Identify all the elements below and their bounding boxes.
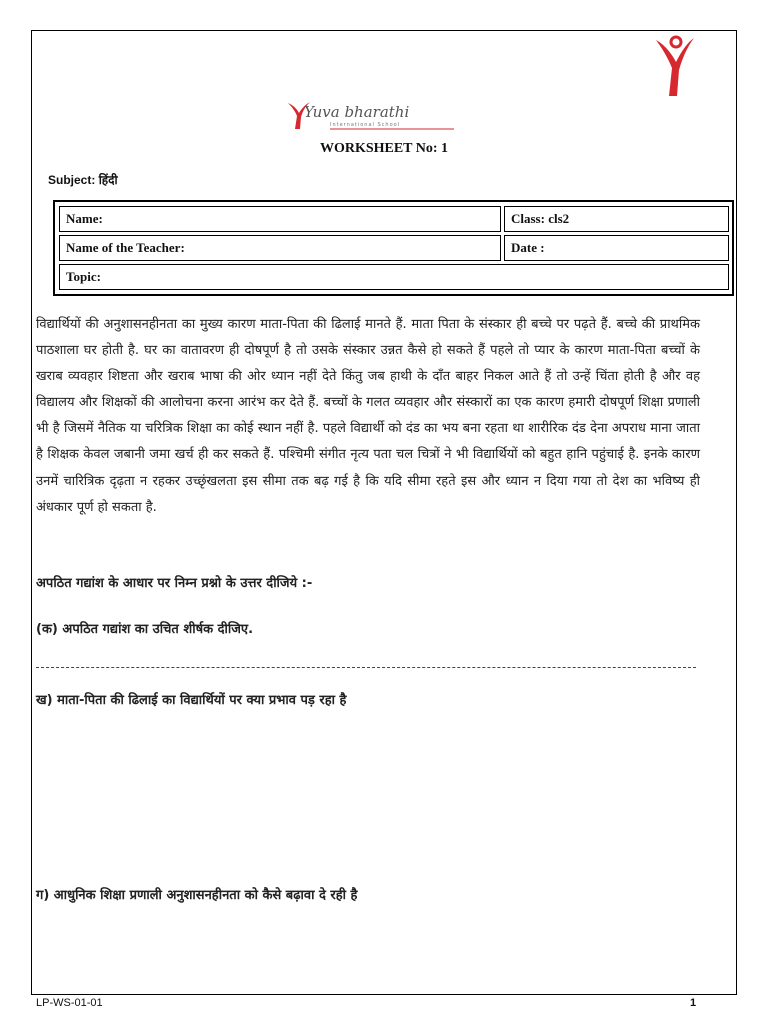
answer-line: [36, 667, 696, 668]
yuva-bharathi-logo: [286, 99, 458, 133]
subject-label: Subject:: [48, 173, 96, 187]
logo-text: Yuva bharathi: [304, 103, 410, 121]
question-3: ग) आधुनिक शिक्षा प्रणाली अनुशासनहीनता को कैसे बढ़ावा दे रही है: [36, 888, 358, 903]
page-number: 1: [690, 997, 697, 1009]
worksheet-title: WORKSHEET No: 1: [319, 141, 449, 156]
name-field[interactable]: Name:: [59, 206, 501, 232]
teacher-name-field[interactable]: Name of the Teacher:: [59, 235, 501, 261]
footer-code: LP-WS-01-01: [36, 997, 103, 1009]
corner-y-logo: [652, 34, 696, 100]
question-2: ख) माता-पिता की ढिलाई का विद्यार्थियों पर क्या प्रभाव पड़ रहा है: [36, 693, 347, 708]
questions-instruction: अपठित गद्यांश के आधार पर निम्न प्रश्नो के उत्तर दीजिये :-: [36, 576, 313, 591]
topic-field[interactable]: Topic:: [59, 264, 729, 290]
subject-value: हिंदी: [98, 173, 118, 187]
unseen-passage: विद्यार्थियों की अनुशासनहीनता का मुख्य कारण माता-पिता की ढिलाई मानते हैं. माता पिता के संस्कार ही बच्चे पर पढ़ते हैं. बच्चे की प्राथमिक पाठशाला घर होती है. घर का वातावरण ही दोषपूर्ण है तो उसके संस्कार उन्नत कैसे हो सकते हैं पहले तो प्यार के कारण माता-पिता बच्चों के खराब व्यवहार शिष्टता और खराब भाषा की ओर ध्यान नहीं देते किंतु जब हाथी के दाँत बाहर निकल आते हैं तो उन्हें चिंता होती है और वह विद्यालय और शिक्षकों की आलोचना करना आरंभ कर देते हैं. बच्चों के गलत व्यवहार और संस्कारों का एक कारण हमारी दोषपूर्ण शिक्षा प्रणाली भी है जिसमें नैतिक या चरित्रिक शिक्षा का कोई स्थान नहीं है. पहले विद्यार्थी को दंड का भय बना रहता था शारीरिक दंड देना अपराध माना जाता है शिक्षक केवल जबानी जमा खर्च ही कर सकते हैं. पश्चिमी संगीत नृत्य पता चल चित्रों ने भी विद्यार्थियों को बहुत हानि पहुंचाई है. इनके कारण उनमें चारित्रिक दृढ़ता न रहकर उच्छृंखलता इस सीमा तक बढ़ गई है कि यदि सीमा रहते इस और ध्यान न दिया गया तो देश का भविष्य ही अंधकार पूर्ण हो सकता है.: [36, 317, 700, 515]
date-field[interactable]: Date :: [504, 235, 729, 261]
class-field[interactable]: Class: cls2: [504, 206, 729, 232]
subject-line: [48, 171, 118, 188]
question-1: (क) अपठित गद्यांश का उचित शीर्षक दीजिए.: [36, 622, 254, 637]
logo-subtext: International School: [330, 122, 401, 128]
student-info-table: [53, 200, 734, 296]
